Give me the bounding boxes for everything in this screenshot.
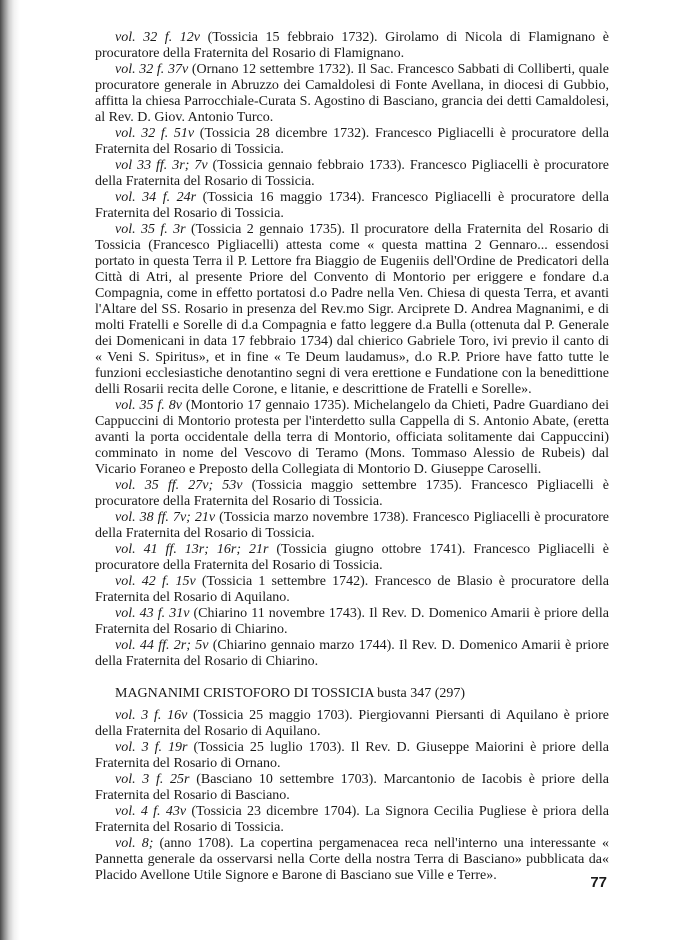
archive-entry xyxy=(95,836,609,884)
volume-reference: vol. 41 ff. 13r; 16r; 21r xyxy=(115,542,269,557)
archive-entry xyxy=(95,398,609,478)
entry-text: (Tossicia gennaio febbraio 1733). Francesco Pigliacelli è procuratore della Fraternita del Rosario di Tossicia. xyxy=(95,158,609,189)
section-heading: MAGNANIMI CRISTOFORO DI TOSSICIA busta 347 (297) xyxy=(115,686,466,701)
volume-reference: vol. 3 f. 25r xyxy=(115,772,190,787)
volume-reference: vol. 35 f. 8v xyxy=(115,398,182,413)
archive-entry xyxy=(95,510,609,542)
archive-entry xyxy=(95,30,609,62)
page-binding-edge xyxy=(0,0,20,940)
entry-text: (Chiarino 11 novembre 1743). Il Rev. D. Domenico Amarii è priore della Fraternita del Rosario di Chiarino. xyxy=(95,606,609,637)
entry-text: (Tossicia 25 maggio 1703). Piergiovanni Piersanti di Aquilano è priore della Fraternita del Rosario di Aquilano. xyxy=(95,708,609,739)
entry-text: (Tossicia 16 maggio 1734). Francesco Pigliacelli è procuratore della Fraternita del Rosario di Tossicia. xyxy=(95,190,609,221)
entry-text: (Tossicia 2 gennaio 1735). Il procuratore della Fraternita del Rosario di Tossicia (Francesco Pigliacelli) attesta come « questa mattina 2 Gennaro... essendosi portato in questa Terra il P. Lettore fra Biaggio de Eugeniis dell'Ordine de Predicatori della Città di Atri, al presente Priore del Convento di Montorio per eriggere e fondare d.a Compagnia, come in effetto portatosi d.o Padre nella Ven. Chiesa di questa Terra, et avanti l'Altare del SS. Rosario in presenza del Rev.mo Sigr. Arciprete D. Andrea Magnanimi, e di molti Fratelli e Sorelle di d.a Compagnia e fatto leggere d.a Bulla (ottenuta dal P. Generale dei Domenicani in data 17 febbraio 1734) dal chierico Gabriele Toro, ivi previo il canto di « Veni S. Spiritus», et in fine « Te Deum laudamus», d.o R.P. Priore have fatto tutte le funzioni ecclesiastiche denotantino segni di vera erettione e Fundatione con la benedittione delli Rosarii recita delle Corone, e litanie, e descrittione de Fratelli e Sorelle». xyxy=(95,222,609,397)
page-number: 77 xyxy=(590,874,607,891)
volume-reference: vol. 44 ff. 2r; 5v xyxy=(115,638,209,653)
entry-text: (Tossicia giugno ottobre 1741). Francesco Pigliacelli è procuratore della Fraternita del Rosario di Tossicia. xyxy=(95,542,609,573)
volume-reference: vol. 32 f. 51v xyxy=(115,126,195,141)
archive-entry xyxy=(95,542,609,574)
volume-reference: vol. 4 f. 43v xyxy=(115,804,187,819)
archive-entry xyxy=(95,222,609,398)
archive-entry xyxy=(95,190,609,222)
volume-reference: vol. 3 f. 16v xyxy=(115,708,188,723)
volume-reference: vol. 8; xyxy=(115,836,154,851)
archive-entry xyxy=(95,158,609,190)
archive-entry xyxy=(95,62,609,126)
volume-reference: vol. 32 f. 37v xyxy=(115,62,189,77)
archive-entry xyxy=(95,606,609,638)
entry-text: (anno 1708). La copertina pergamenacea reca nell'interno una interessante « Pannetta generale da osservarsi nella Corte della nostra Terra di Basciano» pubblicata da« Placido Avellone Utile Signore e Barone di Basciano sue Ville e Terre». xyxy=(95,836,609,883)
archive-entry xyxy=(95,574,609,606)
entry-text: (Tossicia marzo novembre 1738). Francesco Pigliacelli è procuratore della Fraternita del Rosario di Tossicia. xyxy=(95,510,609,541)
volume-reference: vol. 32 f. 12v xyxy=(115,30,201,45)
volume-reference: vol. 3 f. 19r xyxy=(115,740,188,755)
entry-text: (Basciano 10 settembre 1703). Marcantonio de Iacobis è priore della Fraternita del Rosario di Basciano. xyxy=(95,772,609,803)
volume-reference: vol. 35 ff. 27v; 53v xyxy=(115,478,243,493)
entry-text: (Ornano 12 settembre 1732). Il Sac. Francesco Sabbati di Colliberti, quale procuratore generale in Abruzzo dei Camaldolesi di Fonte Avellana, in diocesi di Gubbio, affitta la chiesa Parrocchiale-Curata S. Agostino di Basciano, grancia dei detti Camaldolesi, al Rev. D. Giov. Antonio Turco. xyxy=(95,62,609,125)
archive-entry xyxy=(95,740,609,772)
archive-entry xyxy=(95,478,609,510)
entry-text: (Tossicia 28 dicembre 1732). Francesco Pigliacelli è procuratore della Fraternita del Rosario di Tossicia. xyxy=(95,126,609,157)
entry-text: (Montorio 17 gennaio 1735). Michelangelo da Chieti, Padre Guardiano dei Cappuccini di Montorio protesta per l'interdetto sulla Cappella di S. Antonio Abate, (eretta avanti la porta occidentale della terra di Montorio, officiata solitamente dai Cappuccini) comminato in nome del Vescovo di Teramo (Mons. Tommaso Alessio de Rubeis) dal Vicario Foraneo e Preposto della Collegiata di Montorio D. Giuseppe Caroselli. xyxy=(95,398,609,477)
archive-entry xyxy=(95,804,609,836)
archive-entry xyxy=(95,708,609,740)
entry-text: (Tossicia 25 luglio 1703). Il Rev. D. Giuseppe Maiorini è priore della Fraternita del Rosario di Ornano. xyxy=(95,740,609,771)
document-page xyxy=(95,30,609,884)
archive-entry xyxy=(95,638,609,670)
entry-text: (Tossicia 23 dicembre 1704). La Signora Cecilia Pugliese è priora della Fraternita del Rosario di Tossicia. xyxy=(95,804,609,835)
archive-entries-top xyxy=(95,30,609,670)
volume-reference: vol. 43 f. 31v xyxy=(115,606,190,621)
volume-reference: vol 33 ff. 3r; 7v xyxy=(115,158,208,173)
entry-text: (Tossicia 15 febbraio 1732). Girolamo di Nicola di Flamignano è procuratore della Fraternita del Rosario di Flamignano. xyxy=(95,30,609,61)
volume-reference: vol. 42 f. 15v xyxy=(115,574,196,589)
volume-reference: vol. 35 f. 3r xyxy=(115,222,186,237)
entry-text: (Tossicia 1 settembre 1742). Francesco de Blasio è procuratore della Fraternita del Rosario di Aquilano. xyxy=(95,574,609,605)
volume-reference: vol. 34 f. 24r xyxy=(115,190,197,205)
volume-reference: vol. 38 ff. 7v; 21v xyxy=(115,510,216,525)
archive-entry xyxy=(95,772,609,804)
entry-text: (Tossicia maggio settembre 1735). Francesco Pigliacelli è procuratore della Fraternita del Rosario di Tossicia. xyxy=(95,478,609,509)
archive-entries-bottom xyxy=(95,708,609,884)
archive-entry xyxy=(95,126,609,158)
entry-text: (Chiarino gennaio marzo 1744). Il Rev. D. Domenico Amarii è priore della Fraternita del Rosario di Chiarino. xyxy=(95,638,609,669)
